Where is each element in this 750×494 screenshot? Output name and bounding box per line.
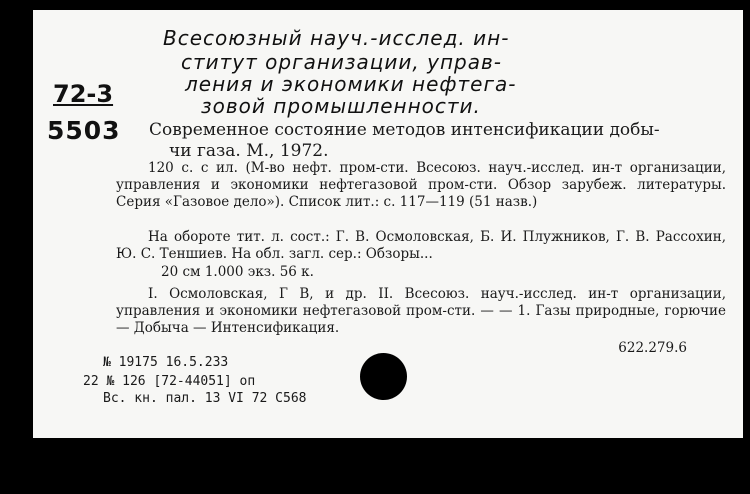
card-punch-hole [360, 353, 407, 400]
tracings: I. Осмоловская, Г В, и др. II. Всесоюз. науч.-исслед. ин-т организации, управления и экономики нефтегазовой пром-сти. — — 1. Газы природные, горючие — Добыча — Интенсификация. [116, 286, 726, 336]
print-info-line-1: № 19175 16.5.233 [103, 355, 229, 370]
size-and-price: 20 см 1.000 экз. 56 к. [161, 264, 314, 280]
udc-code: 622.279.6 [618, 340, 687, 356]
catalog-card [33, 10, 743, 438]
shelf-mark: 72-3 [53, 80, 114, 108]
handwritten-institute-line-1: Всесоюзный науч.-исслед. ин- [163, 26, 510, 50]
handwritten-institute-line-3: ления и экономики нефтега- [185, 72, 517, 96]
title-line-1: Современное состояние методов интенсификации добы- [149, 120, 660, 140]
handwritten-institute-line-4: зовой промышленности. [201, 94, 481, 118]
title-line-2: чи газа. М., 1972. [169, 141, 329, 161]
record-title [149, 120, 729, 162]
inventory-number: 5503 [47, 116, 121, 145]
print-info-line-2: 22 № 126 [72-44051] оп [83, 374, 256, 389]
contents-note: На обороте тит. л. сост.: Г. В. Осмоловская, Б. И. Плужников, Г. В. Рассохин, Ю. С. Теншиев. На обл. загл. сер.: Обзоры... [116, 229, 726, 262]
handwritten-institute-line-2: ститут организации, управ- [181, 50, 502, 74]
physical-description: 120 с. с ил. (М-во нефт. пром-сти. Всесоюз. науч.-исслед. ин-т организации, управления и экономики нефтегазовой пром-сти. Обзор зарубеж. литературы. Серия «Газовое дело»). Список лит.: с. 117—119 (51 назв.) [116, 160, 726, 210]
print-info-line-3: Вс. кн. пал. 13 VI 72 С568 [103, 391, 307, 406]
